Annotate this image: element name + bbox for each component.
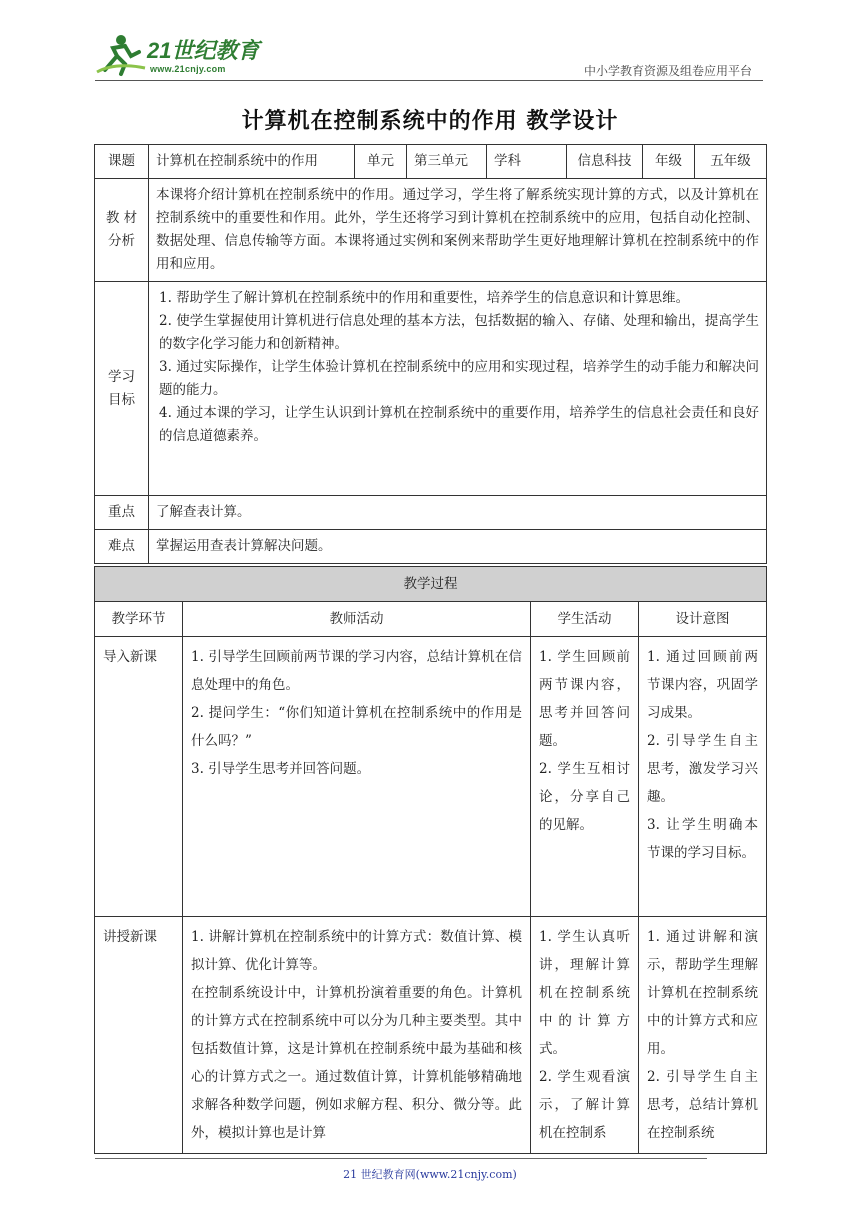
process-title: 教学过程 bbox=[95, 567, 767, 602]
col-header-stage: 教学环节 bbox=[95, 602, 183, 637]
design-intent: 1. 通过讲解和演示，帮助学生理解计算机在控制系统中的计算方式和应用。 bbox=[647, 929, 758, 1057]
student-activity: 1. 学生认真听讲，理解计算机在控制系统中的计算方式。 bbox=[539, 929, 630, 1057]
document-title: 计算机在控制系统中的作用 教学设计 bbox=[241, 108, 619, 134]
page-header bbox=[0, 0, 860, 90]
grade-label: 年级 bbox=[643, 145, 695, 179]
stage-cell: 讲授新课 bbox=[95, 917, 183, 1154]
info-table bbox=[94, 144, 767, 564]
key-label: 重点 bbox=[95, 496, 149, 530]
difficulty-label: 难点 bbox=[95, 530, 149, 564]
design-intent: 2. 引导学生自主思考，总结计算机在控制系统 bbox=[647, 1069, 758, 1141]
subject-value: 信息科技 bbox=[567, 145, 643, 179]
objectives-label: 学习 目标 bbox=[95, 282, 149, 496]
objective-item: 4. 通过本课的学习，让学生认识到计算机在控制系统中的重要作用，培养学生的信息社会责任和良好的信息道德素养。 bbox=[159, 405, 759, 444]
teacher-activity-cell bbox=[183, 917, 531, 1154]
objective-item: 1. 帮助学生了解计算机在控制系统中的作用和重要性，培养学生的信息意识和计算思维。 bbox=[159, 290, 690, 306]
unit-label: 单元 bbox=[355, 145, 407, 179]
unit-value: 第三单元 bbox=[407, 145, 487, 179]
student-activity-cell bbox=[531, 637, 639, 917]
student-activity: 1. 学生回顾前两节课内容，思考并回答问题。 bbox=[539, 649, 630, 749]
objectives-list bbox=[149, 282, 767, 496]
teacher-activity: 1. 讲解计算机在控制系统中的计算方式：数值计算、模拟计算、优化计算等。 bbox=[191, 929, 522, 973]
design-intent-cell bbox=[639, 917, 767, 1154]
objective-item: 3. 通过实际操作，让学生体验计算机在控制系统中的应用和实现过程，培养学生的动手能力和解决问题的能力。 bbox=[159, 359, 759, 398]
logo-text: 21世纪教育 bbox=[147, 38, 260, 63]
footer-text: 21 世纪教育网(www.21cnjy.com) bbox=[343, 1168, 517, 1181]
analysis-label: 教 材 分析 bbox=[95, 179, 149, 282]
design-intent-cell bbox=[639, 637, 767, 917]
teacher-activity: 2. 提问学生：“你们知道计算机在控制系统中的作用是什么吗？” bbox=[191, 705, 522, 749]
objective-item: 2. 使学生掌握使用计算机进行信息处理的基本方法，包括数据的输入、存储、处理和输出，提高学生的数字化学习能力和创新精神。 bbox=[159, 313, 759, 352]
teacher-activity: 3. 引导学生思考并回答问题。 bbox=[191, 761, 371, 777]
teacher-activity: 在控制系统设计中，计算机扮演着重要的角色。计算机的计算方式在控制系统中可以分为几种主要类型。其中包括数值计算，这是计算机在控制系统中最为基础和核心的计算方式之一。通过数值计算，计算机能够精确地求解各种数学问题，例如求解方程、积分、微分等。此外，模拟计算也是计算 bbox=[191, 985, 522, 1141]
student-activity: 2. 学生观看演示，了解计算机在控制系 bbox=[539, 1069, 630, 1141]
grade-value: 五年级 bbox=[695, 145, 767, 179]
process-table bbox=[94, 566, 767, 1154]
col-header-intent: 设计意图 bbox=[639, 602, 767, 637]
col-header-student: 学生活动 bbox=[531, 602, 639, 637]
subject-label: 学科 bbox=[487, 145, 567, 179]
teacher-activity: 1. 引导学生回顾前两节课的学习内容，总结计算机在信息处理中的角色。 bbox=[191, 649, 522, 693]
header-divider bbox=[95, 80, 763, 81]
student-activity: 2. 学生互相讨论，分享自己的见解。 bbox=[539, 761, 630, 833]
student-activity-cell bbox=[531, 917, 639, 1154]
col-header-teacher: 教师活动 bbox=[183, 602, 531, 637]
course-label: 课题 bbox=[95, 145, 149, 179]
teacher-activity-cell bbox=[183, 637, 531, 917]
table-row bbox=[95, 917, 767, 1154]
difficulty-value: 掌握运用查表计算解决问题。 bbox=[149, 530, 767, 564]
design-intent: 1. 通过回顾前两节课内容，巩固学习成果。 bbox=[647, 649, 758, 721]
footer-divider bbox=[95, 1158, 707, 1159]
key-value: 了解查表计算。 bbox=[149, 496, 767, 530]
design-intent: 3. 让学生明确本节课的学习目标。 bbox=[647, 817, 758, 861]
course-value: 计算机在控制系统中的作用 bbox=[149, 145, 355, 179]
analysis-text: 本课将介绍计算机在控制系统中的作用。通过学习，学生将了解系统实现计算的方式，以及计算机在控制系统中的重要性和作用。此外，学生还将学习到计算机在控制系统中的应用，包括自动化控制、数据处理、信息传输等方面。本课将通过实例和案例来帮助学生更好地理解计算机在控制系统中的作用和应用。 bbox=[149, 179, 767, 282]
platform-name: 中小学教育资源及组卷应用平台 bbox=[583, 64, 752, 78]
stage-cell: 导入新课 bbox=[95, 637, 183, 917]
logo-url: www.21cnjy.com bbox=[150, 64, 226, 74]
design-intent: 2. 引导学生自主思考，激发学习兴趣。 bbox=[647, 733, 758, 805]
table-row bbox=[95, 637, 767, 917]
